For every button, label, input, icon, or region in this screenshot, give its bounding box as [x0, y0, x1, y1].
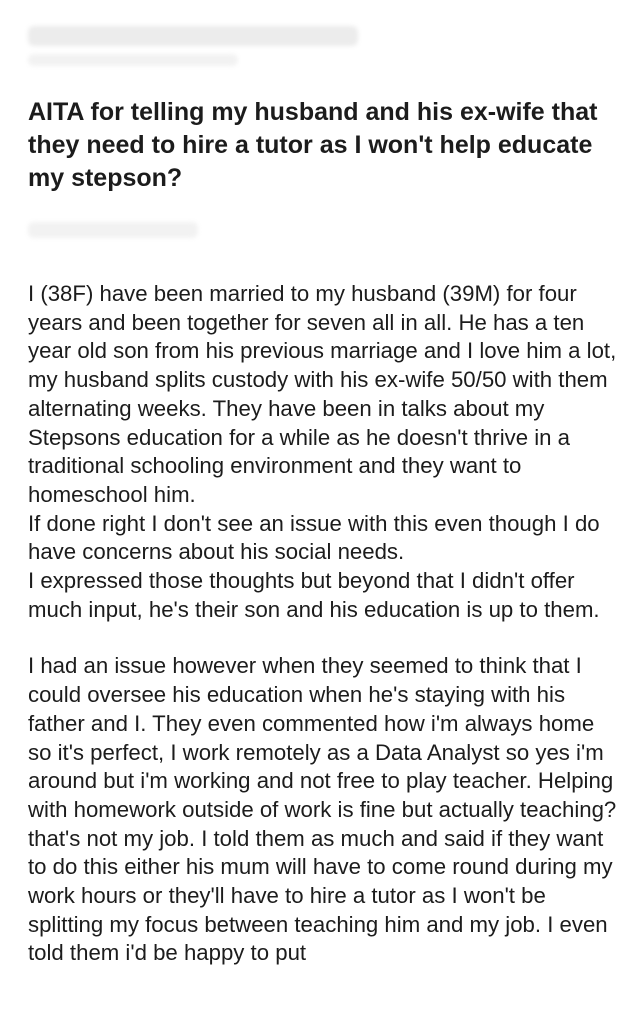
post-paragraph-2: I had an issue however when they seemed to think that I could oversee his education when he's staying with his father and I. They even commented how i'm always home so it's perfect, I work remotely as a Data Analyst so yes i'm around but i'm working and not free to play teacher. Helping with homework outside of work is fine but actually teaching? that's not my job. I told them as much and said if they want to do this either his mum will have to come round during my work hours or they'll have to hire a tutor as I won't be splitting my focus between teaching him and my job. I even told them i'd be happy to put: [28, 653, 617, 966]
blurred-meta-bar: [28, 222, 198, 238]
post-paragraph-1: I (38F) have been married to my husband (39M) for four years and been together for seven all in all. He has a ten year old son from his previous marriage and I love him a lot, my husband splits custody with his ex-wife 50/50 with them alternating weeks. They have been in talks about my Stepsons education for a while as he doesn't thrive in a traditional schooling environment and they want to homeschool him. If done right I don't see an issue with this even though I do have concerns about his social needs. I expressed those thoughts but beyond that I didn't offer much input, he's their son and his education is up to them.: [28, 281, 617, 622]
post-title: AITA for telling my husband and his ex-wife that they need to hire a tutor as I won't help educate my stepson?: [28, 98, 598, 192]
blurred-header-bar: [28, 26, 358, 46]
blurred-header-bar-secondary: [28, 54, 238, 66]
post-body: [28, 280, 623, 968]
